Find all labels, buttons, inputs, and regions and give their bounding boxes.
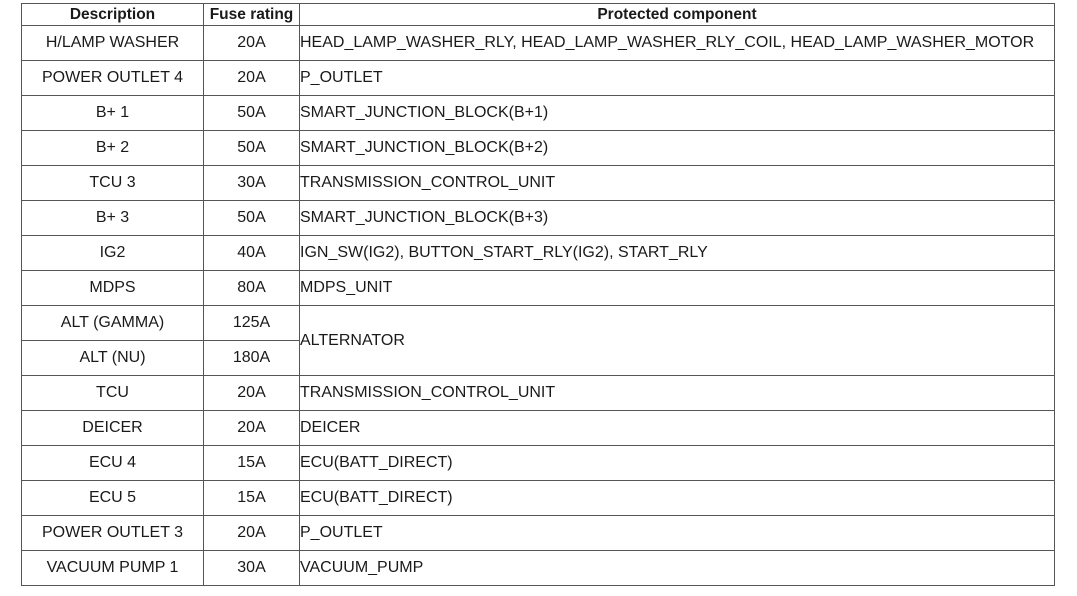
fuse-rating-cell: 50A xyxy=(204,96,300,131)
protected-component-cell: P_OUTLET xyxy=(300,61,1055,96)
fuse-rating-cell: 20A xyxy=(204,26,300,61)
protected-component-cell: ALTERNATOR xyxy=(300,306,1055,376)
fuse-rating-cell: 30A xyxy=(204,551,300,586)
column-header-fuse-rating: Fuse rating xyxy=(204,4,300,26)
fuse-rating-cell: 50A xyxy=(204,201,300,236)
protected-component-cell: ECU(BATT_DIRECT) xyxy=(300,446,1055,481)
protected-component-cell: HEAD_LAMP_WASHER_RLY, HEAD_LAMP_WASHER_RLY_COIL, HEAD_LAMP_WASHER_MOTOR xyxy=(300,26,1055,61)
protected-component-cell: ECU(BATT_DIRECT) xyxy=(300,481,1055,516)
protected-component-cell: SMART_JUNCTION_BLOCK(B+1) xyxy=(300,96,1055,131)
table-row xyxy=(22,551,1055,586)
description-cell: POWER OUTLET 3 xyxy=(22,516,204,551)
description-cell: ALT (GAMMA) xyxy=(22,306,204,341)
fuse-rating-cell: 180A xyxy=(204,341,300,376)
fuse-table xyxy=(21,3,1055,586)
table-row xyxy=(22,236,1055,271)
table-header xyxy=(22,4,1055,26)
fuse-rating-cell: 40A xyxy=(204,236,300,271)
protected-component-cell: DEICER xyxy=(300,411,1055,446)
table-row xyxy=(22,376,1055,411)
description-cell: B+ 2 xyxy=(22,131,204,166)
protected-component-cell: P_OUTLET xyxy=(300,516,1055,551)
table-row xyxy=(22,306,1055,341)
description-cell: ALT (NU) xyxy=(22,341,204,376)
fuse-rating-cell: 15A xyxy=(204,446,300,481)
description-cell: TCU 3 xyxy=(22,166,204,201)
fuse-rating-cell: 125A xyxy=(204,306,300,341)
description-cell: POWER OUTLET 4 xyxy=(22,61,204,96)
protected-component-cell: MDPS_UNIT xyxy=(300,271,1055,306)
table-row xyxy=(22,516,1055,551)
fuse-rating-cell: 15A xyxy=(204,481,300,516)
description-cell: B+ 3 xyxy=(22,201,204,236)
fuse-rating-cell: 20A xyxy=(204,61,300,96)
description-cell: H/LAMP WASHER xyxy=(22,26,204,61)
description-cell: DEICER xyxy=(22,411,204,446)
fuse-rating-cell: 20A xyxy=(204,376,300,411)
fuse-rating-cell: 30A xyxy=(204,166,300,201)
fuse-rating-cell: 80A xyxy=(204,271,300,306)
description-cell: B+ 1 xyxy=(22,96,204,131)
table-row xyxy=(22,26,1055,61)
column-header-description: Description xyxy=(22,4,204,26)
fuse-rating-cell: 50A xyxy=(204,131,300,166)
table-row xyxy=(22,61,1055,96)
protected-component-cell: SMART_JUNCTION_BLOCK(B+3) xyxy=(300,201,1055,236)
table-row xyxy=(22,201,1055,236)
table-row xyxy=(22,411,1055,446)
column-header-protected-component: Protected component xyxy=(300,4,1055,26)
table-row xyxy=(22,271,1055,306)
protected-component-cell: TRANSMISSION_CONTROL_UNIT xyxy=(300,376,1055,411)
fuse-rating-cell: 20A xyxy=(204,516,300,551)
table-row xyxy=(22,446,1055,481)
header-row xyxy=(22,4,1055,26)
table-row xyxy=(22,96,1055,131)
description-cell: ECU 4 xyxy=(22,446,204,481)
description-cell: IG2 xyxy=(22,236,204,271)
protected-component-cell: TRANSMISSION_CONTROL_UNIT xyxy=(300,166,1055,201)
protected-component-cell: IGN_SW(IG2), BUTTON_START_RLY(IG2), START_RLY xyxy=(300,236,1055,271)
table-body xyxy=(22,26,1055,586)
protected-component-cell: SMART_JUNCTION_BLOCK(B+2) xyxy=(300,131,1055,166)
description-cell: MDPS xyxy=(22,271,204,306)
protected-component-cell: VACUUM_PUMP xyxy=(300,551,1055,586)
description-cell: ECU 5 xyxy=(22,481,204,516)
description-cell: TCU xyxy=(22,376,204,411)
table-row xyxy=(22,131,1055,166)
fuse-rating-cell: 20A xyxy=(204,411,300,446)
table-row xyxy=(22,481,1055,516)
description-cell: VACUUM PUMP 1 xyxy=(22,551,204,586)
table-row xyxy=(22,166,1055,201)
